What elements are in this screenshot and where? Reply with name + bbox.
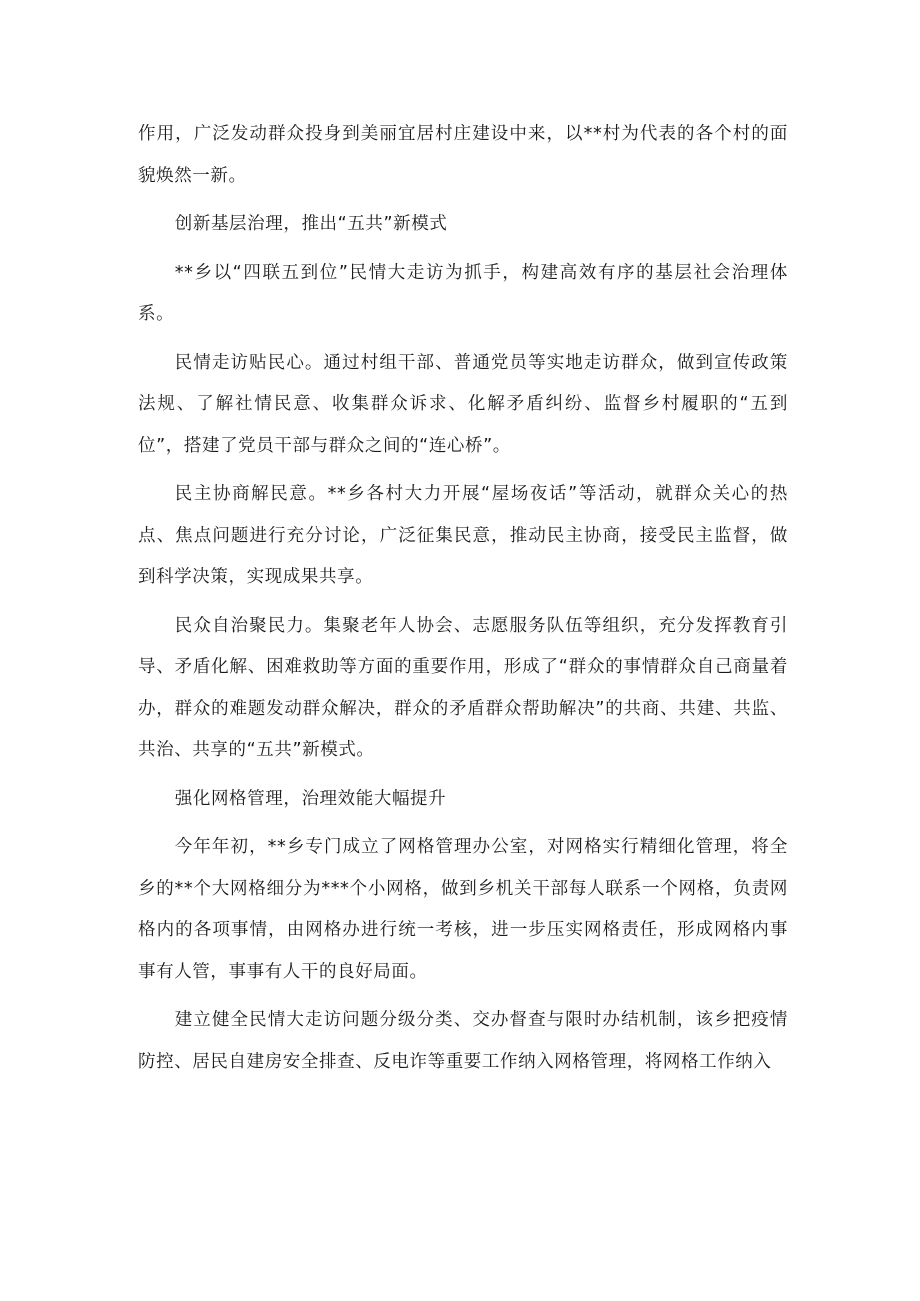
- paragraph-visit-intro: **乡以“四联五到位”民情大走访为抓手，构建高效有序的基层社会治理体系。: [138, 262, 788, 324]
- document-page: [138, 114, 788, 1083]
- paragraph-grid-office: 今年年初，**乡专门成立了网格管理办公室，对网格实行精细化管理，将全乡的**个大网格细分为***个小网格，做到乡机关干部每人联系一个网格，负责网格内的各项事情，由网格办进行统一考核，进一步压实网格责任，形成网格内事事有人管，事事有人干的良好局面。: [138, 837, 788, 982]
- paragraph-mechanism: 建立健全民情大走访问题分级分类、交办督查与限时办结机制，该乡把疫情防控、居民自建房安全排查、反电诈等重要工作纳入网格管理，将网格工作纳入: [138, 1010, 788, 1072]
- paragraph-people-visit: 民情走访贴民心。通过村组干部、普通党员等实地走访群众，做到宣传政策法规、了解社情民意、收集群众诉求、化解矛盾纠纷、监督乡村履职的“五到位”，搭建了党员干部与群众之间的“连心桥”。: [138, 352, 788, 456]
- paragraph-continuation: 作用，广泛发动群众投身到美丽宜居村庄建设中来，以**村为代表的各个村的面貌焕然一新。: [138, 124, 788, 186]
- section-heading-governance: 创新基层治理，推出“五共”新模式: [174, 214, 448, 234]
- section-heading-grid: 强化网格管理，治理效能大幅提升: [174, 788, 447, 809]
- paragraph-self-governance: 民众自治聚民力。集聚老年人协会、志愿服务队伍等组织，充分发挥教育引导、矛盾化解、困难救助等方面的重要作用，形成了“群众的事情群众自己商量着办，群众的难题发动群众解决，群众的矛盾群众帮助解决”的共商、共建、共监、共治、共享的“五共”新模式。: [138, 615, 788, 760]
- paragraph-democratic-consultation: 民主协商解民意。**乡各村大力开展“屋场夜话”等活动，就群众关心的热点、焦点问题进行充分讨论，广泛征集民意，推动民主协商，接受民主监督，做到科学决策，实现成果共享。: [138, 484, 788, 587]
